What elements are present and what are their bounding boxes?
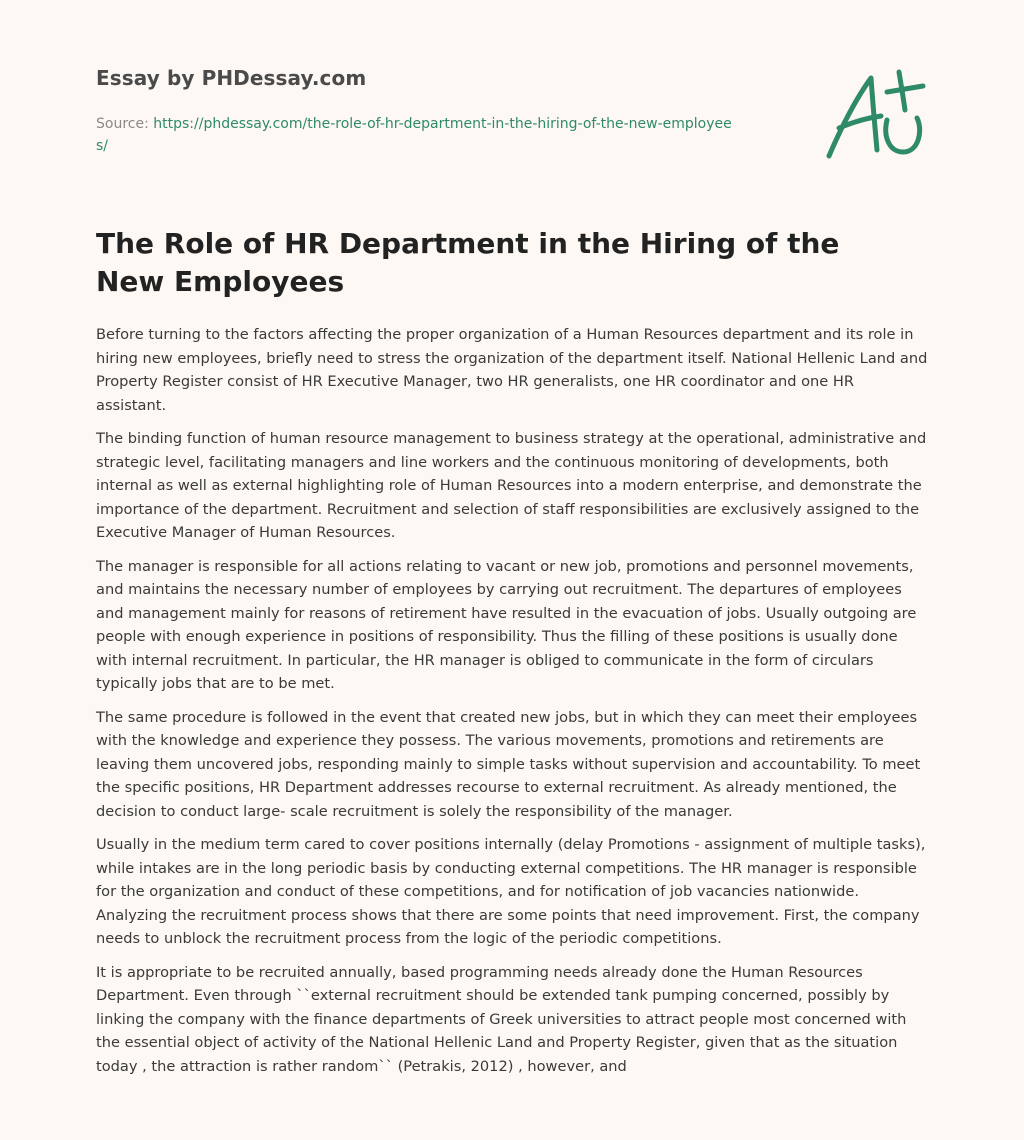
page-header	[96, 0, 928, 200]
source-link[interactable]: https://phdessay.com/the-role-of-hr-department-in-the-hiring-of-the-new-employees/	[96, 116, 732, 154]
essay-paragraph: Usually in the medium term cared to cover positions internally (delay Promotions - assignment of multiple tasks), while intakes are in the long periodic basis by conducting external competitions. The HR manager is responsible for the organization and conduct of these competitions, and for notification of job vacancies nationwide. Analyzing the recruitment process shows that there are some points that need improvement. First, the company needs to unblock the recruitment process from the logic of the periodic competitions.	[96, 836, 926, 947]
essay-paragraph: The binding function of human resource management to business strategy at the operational, administrative and strategic level, facilitating managers and line workers and the continuous monitoring of developments, both internal as well as external highlighting role of Human Resources into a modern enterprise, and demonstrate the importance of the department. Recruitment and selection of staff responsibilities are exclusively assigned to the Executive Manager of Human Resources.	[96, 430, 927, 541]
essay-page	[96, 0, 928, 1075]
essay-paragraph: The same procedure is followed in the event that created new jobs, but in which they can meet their employees with the knowledge and experience they possess. The various movements, promotions and retirements are leaving them uncovered jobs, responding mainly to simple tasks without supervision and accountability. To meet the specific positions, HR Department addresses recourse to external recruitment. As already mentioned, the decision to conduct large- scale recruitment is solely the responsibility of the manager.	[96, 708, 921, 820]
essay-title: The Role of HR Department in the Hiring of the New Employees	[96, 227, 840, 298]
source-line	[96, 113, 736, 157]
source-label: Source:	[96, 116, 154, 132]
a-plus-logo-icon	[823, 66, 927, 164]
essay-paragraph: It is appropriate to be recruited annually, based programming needs already done the Human Resources Department. Even through ``external recruitment should be extended tank pumping concerned, possibly by linking the company with the finance departments of Greek universities to attract people most concerned with the essential object of activity of the National Hellenic Land and Property Register, given that as the situation today , the attraction is rather random`` (Petrakis, 2012) , however, and	[96, 963, 907, 1075]
essay-body	[96, 323, 928, 1088]
essay-paragraph: Before turning to the factors affecting the proper organization of a Human Resources department and its role in hiring new employees, briefly need to stress the organization of the department itself. National Hellenic Land and Property Register consist of HR Executive Manager, two HR generalists, one HR coordinator and one HR assistant.	[96, 326, 928, 414]
site-title: Essay by PHDessay.com	[96, 66, 367, 90]
essay-paragraph: The manager is responsible for all actions relating to vacant or new job, promotions and personnel movements, and maintains the necessary number of employees by carrying out recruitment. The departures of employees and management mainly for reasons of retirement have resulted in the evacuation of jobs. Usually outgoing are people with enough experience in positions of responsibility. Thus the filling of these positions is usually done with internal recruitment. In particular, the HR manager is obliged to communicate in the form of circulars typically jobs that are to be met.	[96, 557, 917, 692]
